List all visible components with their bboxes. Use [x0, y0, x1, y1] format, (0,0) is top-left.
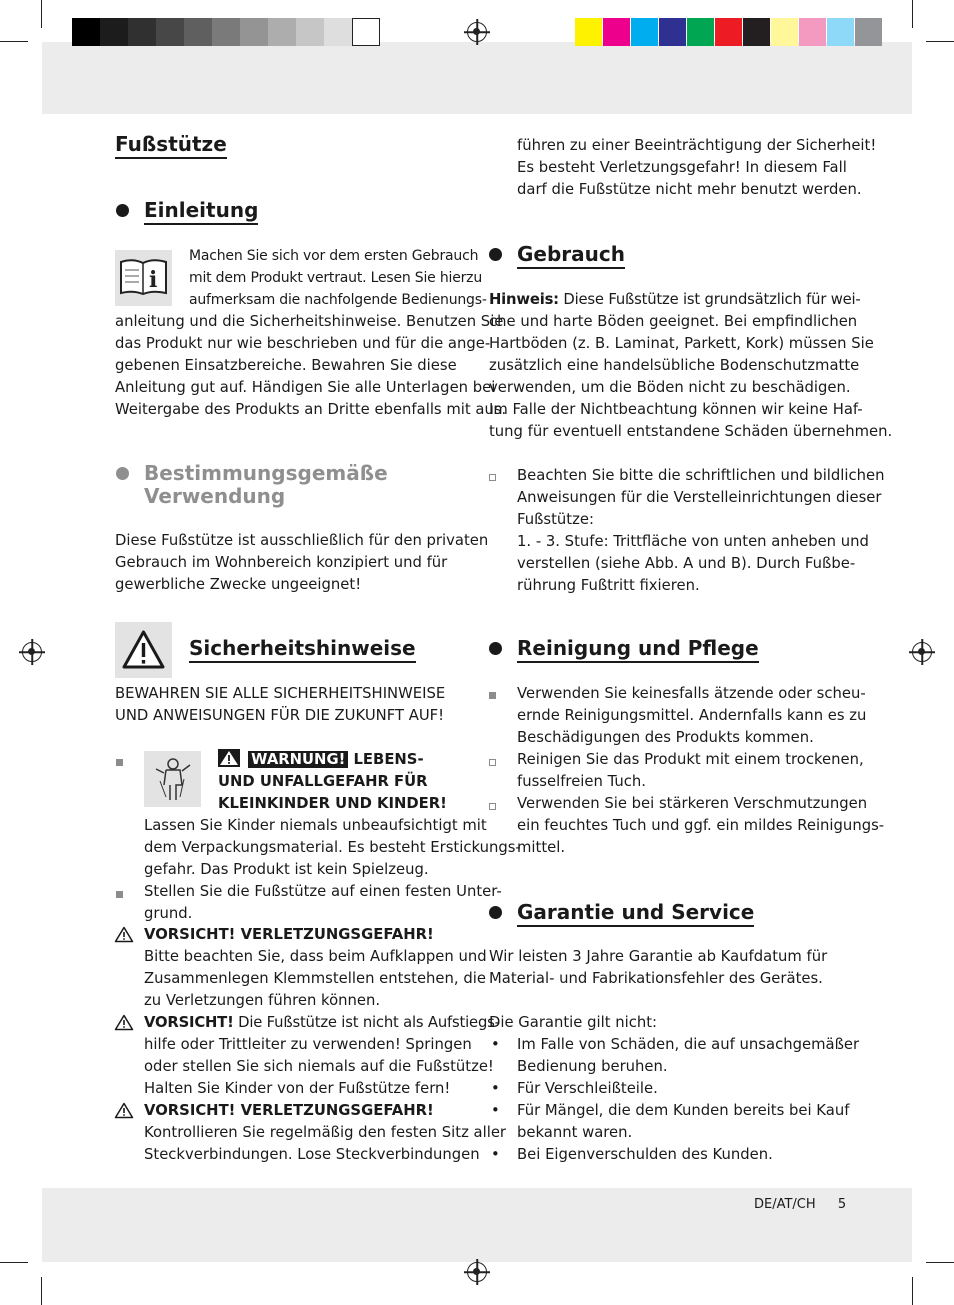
warranty-exclusions-label: Die Garantie gilt nicht: — [489, 1014, 658, 1031]
text-line: Zusammenlegen Klemmstellen entstehen, die — [144, 970, 486, 987]
text-line: Es besteht Verletzungsgefahr! In diesem Fall — [517, 159, 847, 176]
list-item — [489, 1122, 849, 1144]
section-bullet-icon — [116, 204, 129, 217]
text-line: Material- und Fabrikationsfehler des Gerätes. — [489, 970, 823, 987]
note-first-line: Hinweis: Diese Fußstütze ist grundsätzlich für wei- — [489, 291, 861, 308]
list-item-text: Für Mängel, die dem Kunden bereits bei Kauf — [517, 1102, 850, 1119]
warning-triangle-icon — [115, 622, 172, 678]
registration-mark-icon — [22, 642, 42, 662]
page-title: Fußstütze — [115, 132, 227, 159]
svg-text:i: i — [149, 267, 158, 293]
registration-mark-icon — [467, 22, 487, 42]
care3-paragraph — [517, 793, 884, 859]
bullet-dot-icon: • — [491, 1146, 500, 1163]
text-line: rührung Fußtritt fixieren. — [517, 577, 700, 594]
care-heading: Reinigung und Pflege — [517, 636, 759, 660]
text-line: dem Verpackungsmaterial. Es besteht Erstickungs- — [144, 839, 521, 856]
warning-badge: WARNUNG! — [248, 751, 348, 768]
warning-head: UND UNFALLGEFAHR FÜR KLEINKINDER UND KINDER! — [218, 773, 447, 812]
color-swatch — [827, 18, 854, 46]
color-swatch — [715, 18, 742, 46]
text-line: Halten Sie Kinder von der Fußstütze fern! — [144, 1080, 451, 1097]
bullet-dot-icon: • — [491, 1080, 500, 1097]
text-line: ernde Reinigungsmittel. Andernfalls kann es zu — [517, 707, 867, 724]
list-item — [489, 1034, 860, 1056]
text-line: Steckverbindungen. Lose Steckverbindungen — [144, 1146, 480, 1163]
list-item — [489, 1056, 849, 1078]
caution-triangle-icon — [114, 1014, 134, 1031]
care2-paragraph — [517, 749, 864, 793]
text-line: darf die Fußstütze nicht mehr benutzt werden. — [517, 181, 862, 198]
intro-paragraph — [115, 245, 507, 421]
text-line: gewerbliche Zwecke ungeeignet! — [115, 576, 362, 593]
text-line: Machen Sie sich vor dem ersten Gebrauch — [189, 248, 479, 264]
warning-paragraph — [144, 815, 521, 881]
section-bullet-icon — [116, 467, 129, 480]
text-line: zu Verletzungen führen können. — [144, 992, 381, 1009]
bullet-dot-icon: • — [491, 1036, 500, 1053]
text-line: Anweisungen für die Verstelleinrichtungen dieser — [517, 489, 882, 506]
square-bullet-icon — [489, 692, 496, 699]
text-line: Fußstütze: — [517, 511, 594, 528]
list-item-text: Bei Eigenverschulden des Kunden. — [517, 1146, 773, 1163]
list-item-text: Für Verschleißteile. — [517, 1080, 658, 1097]
caution1-head: VORSICHT! VERLETZUNGSGEFAHR! — [144, 926, 434, 943]
color-swatch — [659, 18, 686, 46]
text-line: Reinigen Sie das Produkt mit einem trockenen, — [517, 751, 864, 768]
crop-mark — [41, 0, 42, 28]
text-line: tung für eventuell entstandene Schäden übernehmen. — [489, 423, 893, 440]
text-line: Weitergabe des Produkts an Dritte ebenfalls mit aus. — [115, 401, 507, 418]
crop-mark — [0, 1262, 28, 1263]
caution-triangle-icon — [114, 1102, 134, 1119]
note-paragraph — [489, 311, 892, 443]
caution3-head: VORSICHT! VERLETZUNGSGEFAHR! — [144, 1102, 434, 1119]
registration-mark-icon — [467, 1262, 487, 1282]
color-swatch — [743, 18, 770, 46]
text-line: che und harte Böden geeignet. Bei empfindlichen — [489, 313, 858, 330]
crop-mark — [912, 0, 913, 28]
intended-use-paragraph — [115, 530, 489, 596]
grey-swatch — [72, 18, 100, 46]
text-line: Wir leisten 3 Jahre Garantie ab Kaufdatum für — [489, 948, 828, 965]
text-line: ein feuchtes Tuch und ggf. ein mildes Reinigungs- — [517, 817, 885, 834]
text-line: anleitung und die Sicherheitshinweise. Benutzen Sie — [115, 313, 504, 330]
text-line: Verwenden Sie bei stärkeren Verschmutzungen — [517, 795, 868, 812]
text-line: Im Falle der Nichtbeachtung können wir keine Haf- — [489, 401, 863, 418]
section-bullet-icon — [489, 906, 502, 919]
page-footer — [754, 1197, 846, 1212]
warranty-heading: Garantie und Service — [517, 900, 754, 924]
registration-mark-icon — [912, 642, 932, 662]
open-square-bullet-icon — [489, 803, 496, 810]
color-swatch — [799, 18, 826, 46]
intended-use-heading: Bestimmungsgemäße Verwendung — [144, 461, 388, 508]
crop-mark — [926, 1262, 954, 1263]
text-line: gefahr. Das Produkt ist kein Spielzeug. — [144, 861, 429, 878]
text-line: mittel. — [517, 839, 566, 856]
text-line: Beschädigungen des Produkts kommen. — [517, 729, 814, 746]
caution-triangle-icon — [114, 926, 134, 943]
color-swatch — [771, 18, 798, 46]
list-item-text: Bedienung beruhen. — [517, 1058, 668, 1075]
crop-mark — [0, 41, 28, 42]
page-number: 5 — [837, 1197, 847, 1212]
caution2-first-line: VORSICHT! Die Fußstütze ist nicht als Aufstiegs- — [144, 1014, 500, 1031]
list-item-text: Im Falle von Schäden, die auf unsachgemäßer — [517, 1036, 860, 1053]
text-line: gebenen Einsatzbereiche. Bewahren Sie diese — [115, 357, 457, 374]
color-swatch — [687, 18, 714, 46]
grey-swatch — [156, 18, 184, 46]
safety-caps-note: BEWAHREN SIE ALLE SICHERHEITSHINWEISE UND ANWEISUNGEN FÜR DIE ZUKUNFT AUF! — [115, 685, 446, 724]
text-line: aufmerksam die nachfolgende Bedienungs- — [189, 292, 487, 308]
grey-swatch — [184, 18, 212, 46]
open-square-bullet-icon — [489, 474, 496, 481]
color-swatch — [603, 18, 630, 46]
list-item — [489, 1100, 849, 1122]
text-line: das Produkt nur wie beschrieben und für die ange- — [115, 335, 491, 352]
text-line: Bitte beachten Sie, dass beim Aufklappen und — [144, 948, 487, 965]
section-bullet-icon — [489, 642, 502, 655]
text-line: Gebrauch im Wohnbereich konzipiert und für — [115, 554, 448, 571]
text-line: hilfe oder Trittleiter zu verwenden! Springen — [144, 1036, 472, 1053]
list-item — [489, 1078, 849, 1100]
list-item — [489, 1144, 849, 1166]
text-line: Verwenden Sie keinesfalls ätzende oder scheu- — [517, 685, 866, 702]
grey-swatch — [212, 18, 240, 46]
text-line: grund. — [144, 905, 193, 922]
text-line: Kontrollieren Sie regelmäßig den festen Sitz aller — [144, 1124, 507, 1141]
crop-mark — [926, 41, 954, 42]
continued-paragraph — [517, 135, 876, 201]
text-line: Lassen Sie Kinder niemals unbeaufsichtigt mit — [144, 817, 487, 834]
grey-swatch — [352, 18, 380, 46]
grey-swatch — [268, 18, 296, 46]
child-hazard-icon — [144, 751, 201, 807]
locale-label: DE/AT/CH — [754, 1197, 816, 1212]
list-item-text: bekannt waren. — [517, 1124, 633, 1141]
text-line: Hartböden (z. B. Laminat, Parkett, Kork) müssen Sie — [489, 335, 874, 352]
color-swatch — [631, 18, 658, 46]
text-line: oder stellen Sie sich niemals auf die Fußstütze! — [144, 1058, 494, 1075]
caution2-paragraph — [144, 1034, 494, 1100]
warranty-paragraph — [489, 946, 827, 990]
text-line: Beachten Sie bitte die schriftlichen und bildlichen — [517, 467, 885, 484]
text-line: Stellen Sie die Fußstütze auf einen festen Unter- — [144, 883, 502, 900]
caution1-paragraph — [144, 946, 487, 1012]
text-line: mit dem Produkt vertraut. Lesen Sie hierzu — [189, 270, 483, 286]
text-line: verstellen (siehe Abb. A und B). Durch Fußbe- — [517, 555, 856, 572]
warning-triangle-icon — [218, 749, 240, 767]
safety-heading: Sicherheitshinweise — [189, 636, 416, 660]
text-line: fusselfreien Tuch. — [517, 773, 646, 790]
square-bullet-icon — [116, 891, 123, 898]
use-heading: Gebrauch — [517, 242, 625, 266]
steps-paragraph — [517, 465, 885, 597]
grey-swatch — [240, 18, 268, 46]
crop-mark — [912, 1277, 913, 1305]
text-line: Diese Fußstütze ist ausschließlich für den privaten — [115, 532, 489, 549]
text-line: zusätzlich eine handelsübliche Bodenschutzmatte — [489, 357, 860, 374]
grey-swatch — [128, 18, 156, 46]
warning-label-row — [218, 749, 424, 771]
section-bullet-icon — [489, 248, 502, 261]
color-swatch — [575, 18, 602, 46]
top-band — [42, 42, 912, 114]
color-swatch — [855, 18, 882, 46]
caution3-paragraph — [144, 1122, 506, 1166]
grey-swatch — [296, 18, 324, 46]
text-line: führen zu einer Beeinträchtigung der Sicherheit! — [517, 137, 877, 154]
square-bullet-icon — [116, 759, 123, 766]
care1-paragraph — [517, 683, 866, 749]
text-line: verwenden, um die Böden nicht zu beschädigen. — [489, 379, 851, 396]
open-square-bullet-icon — [489, 759, 496, 766]
warranty-bullet-list — [489, 1034, 860, 1166]
warning-head-1: LEBENS- — [353, 751, 424, 768]
crop-mark — [41, 1277, 42, 1305]
text-line: Anleitung gut auf. Händigen Sie alle Unterlagen bei — [115, 379, 496, 396]
grey-swatch — [324, 18, 352, 46]
bullet-dot-icon: • — [491, 1102, 500, 1119]
intro-heading: Einleitung — [144, 198, 258, 222]
stand-paragraph — [144, 881, 502, 925]
grey-swatch — [100, 18, 128, 46]
text-line: 1. - 3. Stufe: Trittfläche von unten anheben und — [517, 533, 869, 550]
